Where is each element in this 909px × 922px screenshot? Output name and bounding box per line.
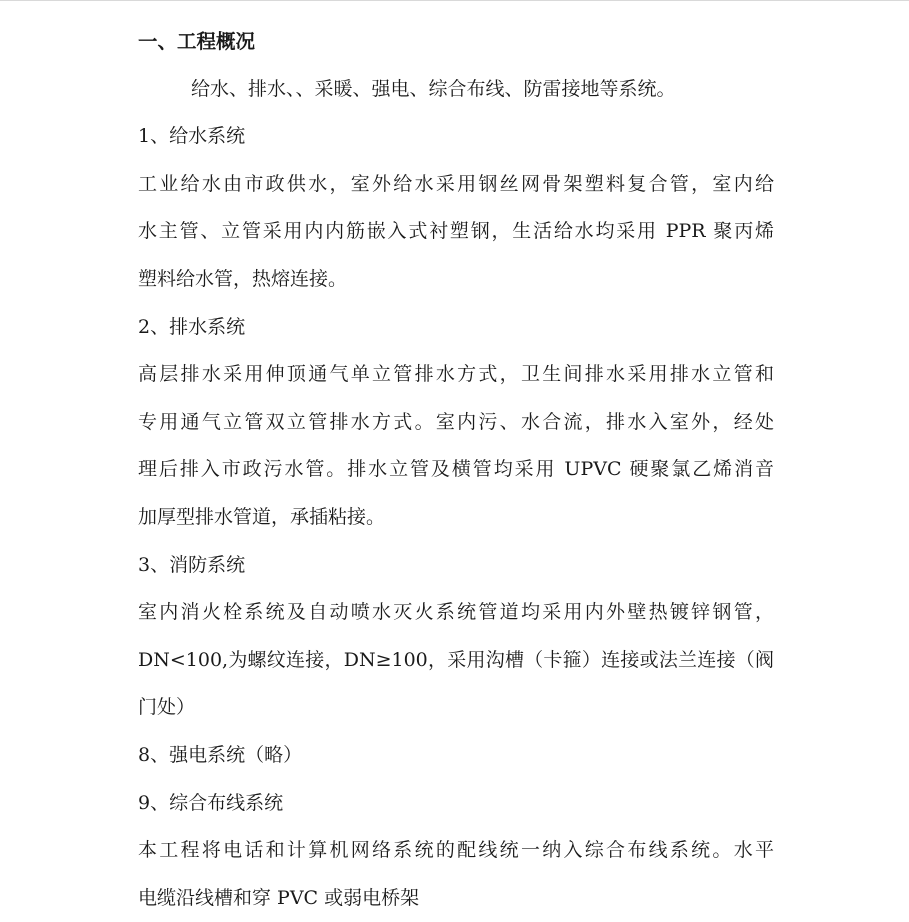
paragraph-line: 水主管、立管采用内内筋嵌入式衬塑钢，生活给水均采用 PPR 聚丙烯 <box>138 220 774 243</box>
paragraph-line: 理后排入市政污水管。排水立管及横管均采用 UPVC 硬聚氯乙烯消音 <box>138 458 774 481</box>
subsection-title-power: 8、强电系统（略） <box>138 743 303 766</box>
subsection-title-drainage: 2、排水系统 <box>138 315 246 338</box>
paragraph-line: 室内消火栓系统及自动喷水灭火系统管道均采用内外壁热镀锌钢管， <box>138 601 774 624</box>
subsection-title-water-supply: 1、给水系统 <box>138 125 246 148</box>
paragraph-line: 塑料给水管，热熔连接。 <box>138 267 348 290</box>
paragraph-line: 高层排水采用伸顶通气单立管排水方式，卫生间排水采用排水立管和 <box>138 363 774 386</box>
paragraph-line: 电缆沿线槽和穿 PVC 或弱电桥架 <box>138 886 420 909</box>
section-heading: 一、工程概况 <box>138 30 256 53</box>
page-top-border <box>0 0 909 1</box>
paragraph-line: 门处） <box>138 696 196 719</box>
subsection-title-cabling: 9、综合布线系统 <box>138 791 284 814</box>
paragraph-line: 本工程将电话和计算机网络系统的配线统一纳入综合布线系统。水平 <box>138 839 774 862</box>
paragraph-line: 工业给水由市政供水，室外给水采用钢丝网骨架塑料复合管，室内给 <box>138 172 774 195</box>
intro-paragraph: 给水、排水、、采暖、强电、综合布线、防雷接地等系统。 <box>191 77 676 100</box>
paragraph-line: DN<100,为螺纹连接，DN≥100，采用沟槽（卡箍）连接或法兰连接（阀 <box>138 648 774 671</box>
paragraph-line: 专用通气立管双立管排水方式。室内污、水合流，排水入室外，经处 <box>138 410 774 433</box>
subsection-title-fire-protection: 3、消防系统 <box>138 553 246 576</box>
document-page <box>138 18 774 922</box>
paragraph-line: 加厚型排水管道，承插粘接。 <box>138 505 386 528</box>
